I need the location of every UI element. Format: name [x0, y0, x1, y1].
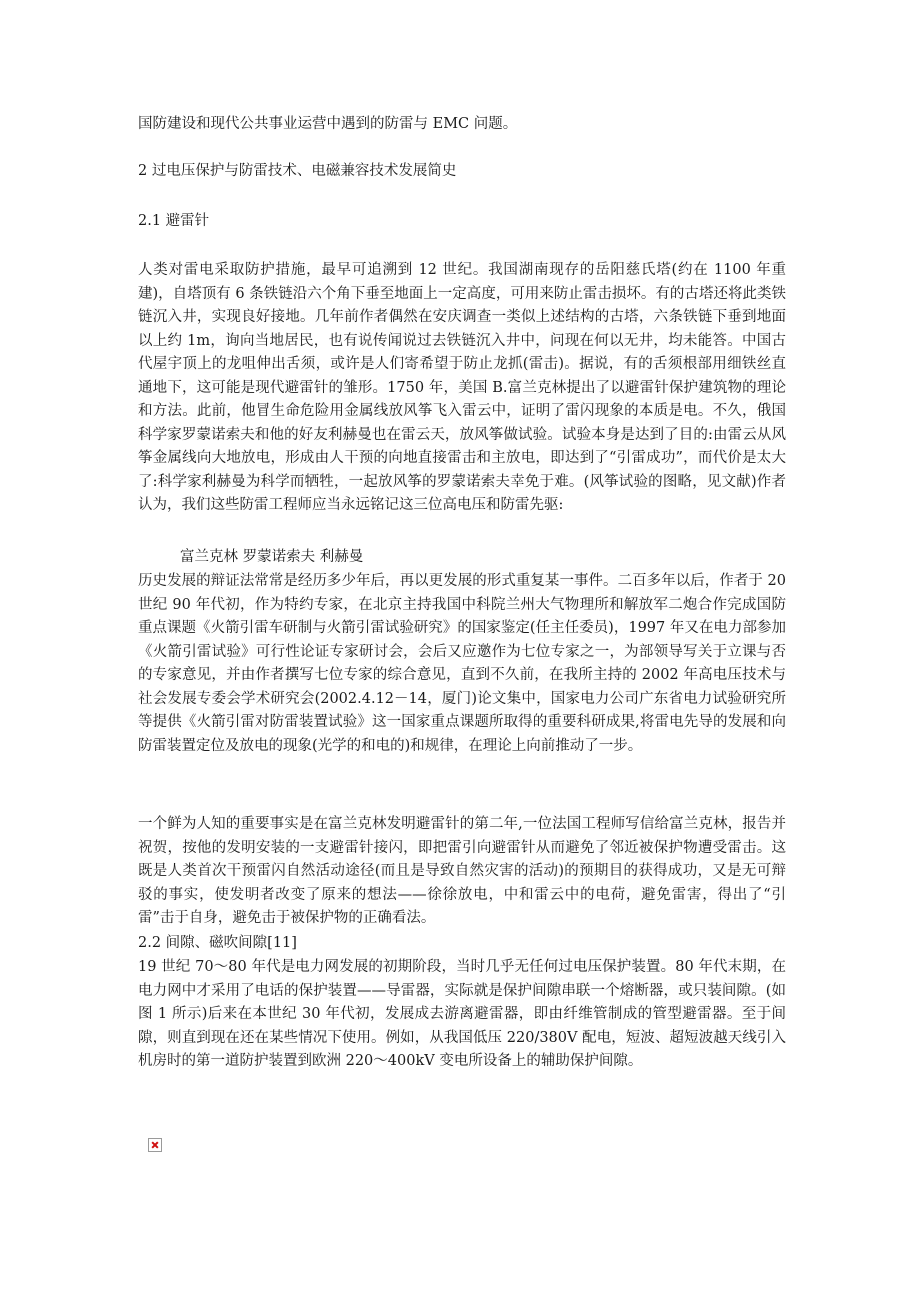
paragraph-lightning-rod-history: 人类对雷电采取防护措施，最早可追溯到 12 世纪。我国湖南现存的岳阳慈氏塔(约在 1100 年重建)，自塔顶有 6 条铁链沿六个角下垂至地面上一定高度，可用来防止雷击损坏。有的古塔还将此类铁链沉入井，实现良好接地。几年前作者偶然在安庆调查一类似上述结构的古塔，六条铁链下垂到地面以上约 1m，询向当地居民，也有说传闻说过去铁链沉入井中，问现在何以无井，均未能答。中国古代屋宇顶上的龙咀伸出舌须，或许是人们寄希望于防止龙抓(雷击)。据说，有的舌须根部用细铁丝直通地下，这可能是现代避雷针的雏形。1750 年，美国 B.富兰克林提出了以避雷针保护建筑物的理论和方法。此前，他冒生命危险用金属线放风筝飞入雷云中，证明了雷闪现象的本质是电。不久，俄国科学家罗蒙诺索夫和他的好友利赫曼也在雷云天，放风筝做试验。试验本身是达到了目的:由雷云从风筝金属线向大地放电，形成由人干预的向地直接雷击和主放电，即达到了“引雷成功”，而代价是太大了:科学家利赫曼为科学而牺牲，一起放风筝的罗蒙诺索夫幸免于难。(风筝试验的图略，见文献)作者认为，我们这些防雷工程师应当永远铭记这三位高电压和防雷先驱:	[138, 262, 786, 513]
pioneers-names-line: 富兰克林 罗蒙诺索夫 利赫曼	[180, 549, 364, 565]
intro-line: 国防建设和现代公共事业运营中遇到的防雷与 EMC 问题。	[138, 116, 518, 132]
broken-image-icon	[148, 1138, 162, 1152]
paragraph-rocket-lightning: 历史发展的辩证法常常是经历多少年后，再以更发展的形式重复某一事件。二百多年以后，作者于 20 世纪 90 年代初，作为特约专家，在北京主持我国中科院兰州大气物理所和解放军二炮合作完成国防重点课题《火箭引雷车研制与火箭引雷试验研究》的国家鉴定(任主任委员)，1997 年又在电力部参加《火箭引雷试验》可行性论证专家研讨会，会后又应邀作为七位专家之一，为部领导写关于立课与否的专家意见，并由作者撰写七位专家的综合意见，直到不久前，在我所主持的 2002 年高电压技术与社会发展专委会学术研究会(2002.4.12－14，厦门)论文集中，国家电力公司广东省电力试验研究所等提供《火箭引雷对防雷装置试验》这一国家重点课题所取得的重要科研成果,将雷电先导的发展和向防雷装置定位及放电的现象(光学的和电的)和规律，在理论上向前推动了一步。	[138, 573, 786, 754]
section-2-heading: 2 过电压保护与防雷技术、电磁兼容技术发展简史	[138, 163, 457, 179]
paragraph-french-engineer: 一个鲜为人知的重要事实是在富兰克林发明避雷针的第二年,一位法国工程师写信给富兰克林，报告并祝贺，按他的发明安装的一支避雷针接闪，即把雷引向避雷针从而避免了邻近被保护物遭受雷击。这既是人类首次干预雷闪自然活动途径(而且是导致自然灾害的活动)的预期目的获得成功，又是无可辩驳的事实，使发明者改变了原来的想法——徐徐放电，中和雷云中的电荷，避免雷害，得出了“引雷”击于自身，避免击于被保护物的正确看法。	[138, 816, 786, 926]
section-2-1-heading: 2.1 避雷针	[138, 213, 210, 229]
paragraph-gaps: 19 世纪 70～80 年代是电力网发展的初期阶段，当时几乎无任何过电压保护装置。80 年代末期，在电力网中才采用了电话的保护装置——导雷器，实际就是保护间隙串联一个熔断器，或只装间隙。(如图 1 所示)后来在本世纪 30 年代初，发展成去游离避雷器，即由纤维管制成的管型避雷器。至于间隙，则直到现在还在某些情况下使用。例如，从我国低压 220/380V 配电，短波、超短波越天线引入机房时的第一道防护装置到欧洲 220～400kV 变电所设备上的辅助保护间隙。	[138, 959, 786, 1069]
section-2-2-heading: 2.2 间隙、磁吹间隙[11]	[138, 935, 297, 951]
